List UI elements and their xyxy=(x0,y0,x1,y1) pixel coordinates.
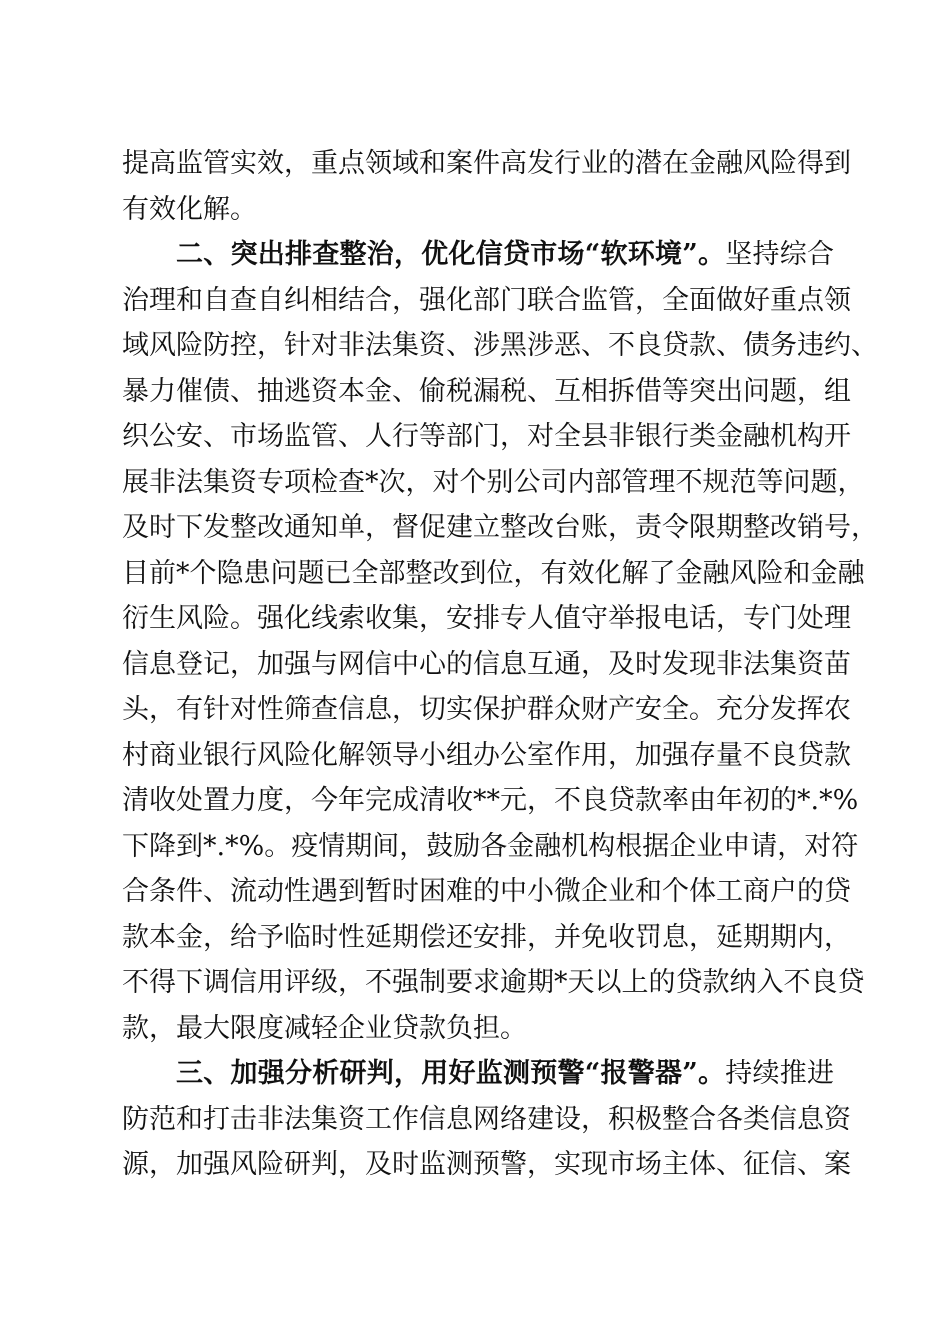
text-line: 合条件、流动性遇到暂时困难的中小微企业和个体工商户的贷 xyxy=(122,876,851,907)
text-line: 下降到*.*%。疫情期间，鼓励各金融机构根据企业申请，对符 xyxy=(122,830,859,862)
text-line: 清收处置力度，今年完成清收**元，不良贷款率由年初的*.*% xyxy=(122,785,859,816)
text-line: 款本金，给予临时性延期偿还安排，并免收罚息，延期期内， xyxy=(122,921,851,953)
text-line: 衍生风险。强化线索收集，安排专人值守举报电话，专门处理 xyxy=(122,603,851,634)
text-line: 及时下发整改通知单，督促建立整改台账，责令限期整改销号， xyxy=(122,512,878,543)
heading-line-rest: 坚持综合 xyxy=(725,239,835,270)
text-line: 村商业银行风险化解领导小组办公室作用，加强存量不良贷款 xyxy=(122,739,851,771)
text-line: 源，加强风险研判，及时监测预警，实现市场主体、征信、案 xyxy=(122,1149,851,1180)
text-line: 头，有针对性筛查信息，切实保护群众财产安全。充分发挥农 xyxy=(122,694,851,725)
text-line: 展非法集资专项检查*次，对个别公司内部管理不规范等问题， xyxy=(122,466,865,498)
text-line: 织公安、市场监管、人行等部门，对全县非银行类金融机构开 xyxy=(122,421,851,452)
heading-line-rest: 持续推进 xyxy=(725,1058,835,1089)
text-line: 不得下调信用评级，不强制要求逾期*天以上的贷款纳入不良贷 xyxy=(122,967,865,998)
text-line: 目前*个隐患问题已全部整改到位，有效化解了金融风险和金融 xyxy=(122,557,865,589)
section-heading-3: 三、加强分析研判，用好监测预警“报警器”。 xyxy=(176,1058,726,1089)
text-line: 防范和打击非法集资工作信息网络建设，积极整合各类信息资 xyxy=(122,1103,851,1135)
text-line: 有效化解。 xyxy=(122,193,257,225)
text-line: 信息登记，加强与网信中心的信息互通，及时发现非法集资苗 xyxy=(122,648,851,680)
text-line: 治理和自查自纠相结合，强化部门联合监管，全面做好重点领 xyxy=(122,284,851,316)
paragraph-1 xyxy=(122,141,851,232)
section-heading-line xyxy=(122,1051,834,1097)
text-line: 提高监管实效，重点领域和案件高发行业的潜在金融风险得到 xyxy=(122,148,851,179)
body-text xyxy=(122,141,878,1188)
text-line: 暴力催债、抽逃资本金、偷税漏税、互相拆借等突出问题，组 xyxy=(122,375,851,407)
section-heading-2: 二、突出排查整治，优化信贷市场“软环境”。 xyxy=(176,239,726,270)
paragraph-3 xyxy=(122,1051,851,1188)
section-heading-line xyxy=(122,232,834,278)
paragraph-2 xyxy=(122,232,878,1051)
text-line: 款，最大限度减轻企业贷款负担。 xyxy=(122,1012,527,1044)
text-line: 域风险防控，针对非法集资、涉黑涉恶、不良贷款、债务违约、 xyxy=(122,330,878,361)
